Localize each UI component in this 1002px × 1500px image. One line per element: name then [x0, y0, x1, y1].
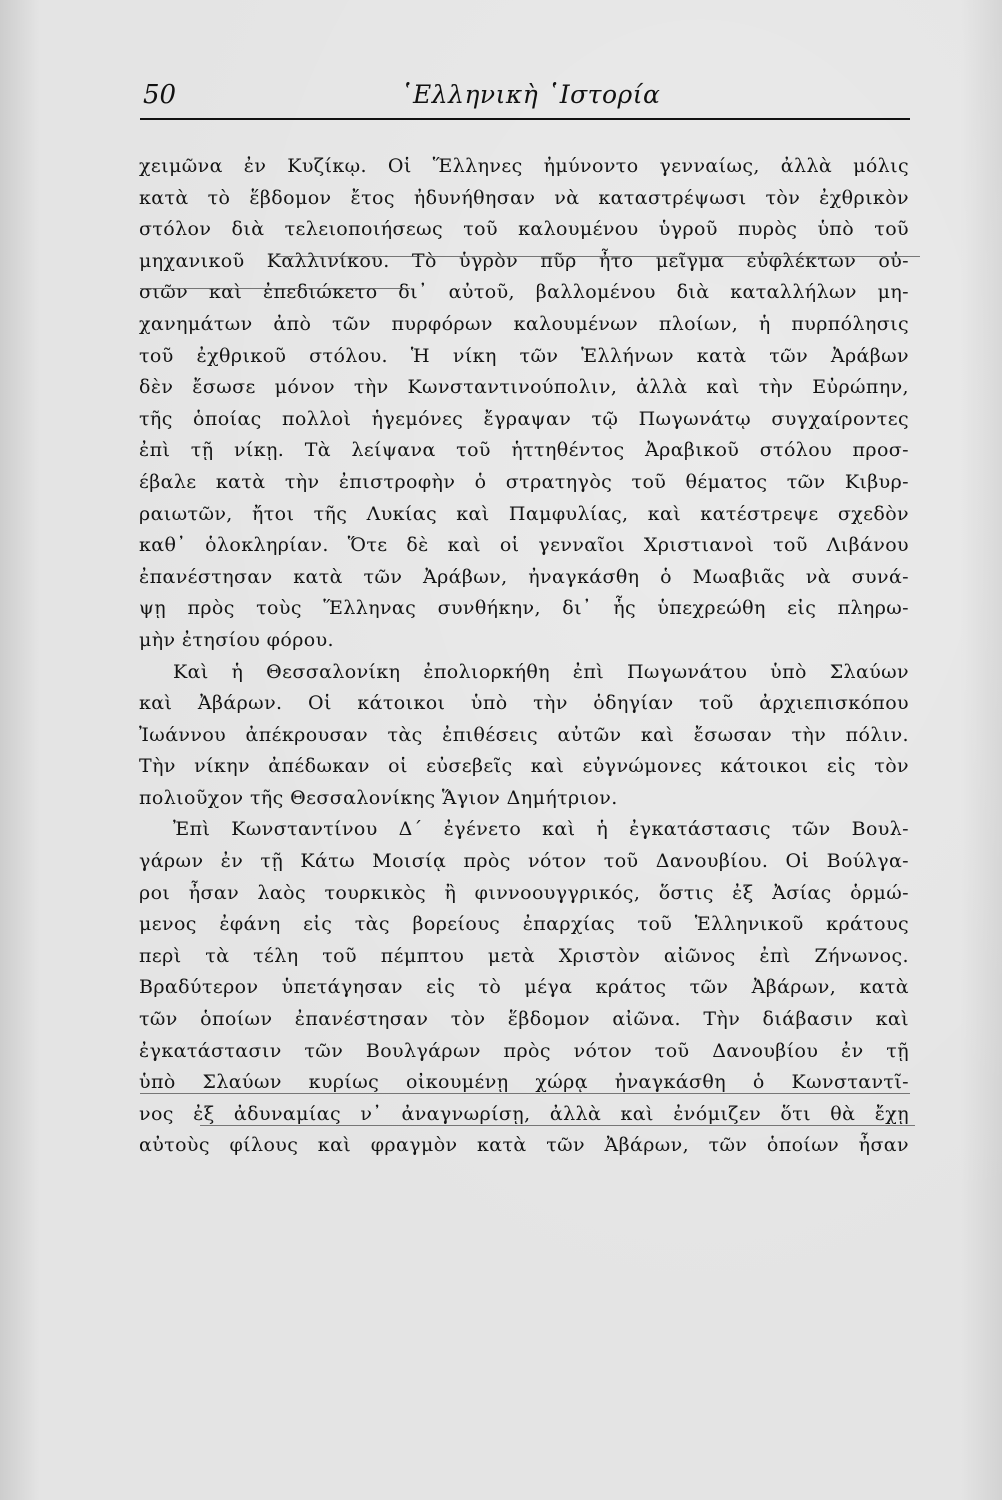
- text-line: στόλον διὰ τελειοποιήσεως τοῦ καλουμένου ὑγροῦ πυρὸς ὑπὸ τοῦ: [139, 218, 909, 241]
- text-line: Ἐπὶ Κωνσταντίνου Δ΄ ἐγένετο καὶ ἡ ἐγκατάστασις τῶν Βουλ-: [173, 818, 909, 841]
- text-line: μὴν ἐτησίου φόρου.: [139, 628, 335, 651]
- page-header: [140, 78, 910, 120]
- text-line: Ἰωάννου ἀπέκρουσαν τὰς ἐπιθέσεις αὐτῶν καὶ ἔσωσαν τὴν πόλιν.: [139, 723, 909, 746]
- text-line: Τὴν νίκην ἀπέδωκαν οἱ εὐσεβεῖς καὶ εὐγνώμονες κάτοικοι εἰς τὸν: [139, 755, 909, 778]
- text-line: χανημάτων ἀπὸ τῶν πυρφόρων καλουμένων πλοίων, ἡ πυρπόλησις: [139, 312, 909, 335]
- body-text: [139, 151, 909, 1162]
- text-line: τῆς ὁποίας πολλοὶ ἡγεμόνες ἔγραψαν τῷ Πωγωνάτῳ συγχαίροντες: [139, 407, 909, 430]
- text-line: Βραδύτερον ὑπετάγησαν εἰς τὸ μέγα κράτος τῶν Ἀβάρων, κατὰ: [139, 976, 909, 999]
- page-number: 50: [143, 80, 177, 110]
- text-line: έβαλε κατὰ τὴν ἐπιστροφὴν ὁ στρατηγὸς τοῦ θέματος τῶν Κιβυρ-: [139, 470, 909, 493]
- text-line: νος ἐξ ἀδυναμίας ν᾽ ἀναγνωρίσῃ, ἀλλὰ καὶ ἐνόμιζεν ὅτι θὰ ἔχῃ: [139, 1102, 909, 1125]
- text-line: τοῦ ἐχθρικοῦ στόλου. Ἡ νίκη τῶν Ἑλλήνων κατὰ τῶν Ἀράβων: [139, 344, 909, 367]
- text-line: καθ᾽ ὁλοκληρίαν. Ὅτε δὲ καὶ οἱ γενναῖοι Χριστιανοὶ τοῦ Λιβάνου: [139, 534, 909, 557]
- text-line: πολιοῦχον τῆς Θεσσαλονίκης Ἅγιον Δημήτριον.: [139, 786, 618, 809]
- text-line: περὶ τὰ τέλη τοῦ πέμπτου μετὰ Χριστὸν αἰῶνος ἐπὶ Ζήνωνος.: [139, 944, 909, 967]
- text-line: ψῃ πρὸς τοὺς Ἕλληνας συνθήκην, δι᾽ ἧς ὑπεχρεώθη εἰς πληρω-: [139, 597, 909, 620]
- text-line: κατὰ τὸ ἕβδομον ἔτος ἠδυνήθησαν νὰ καταστρέψωσι τὸν ἐχθρικὸν: [139, 186, 909, 209]
- text-line: ἐπὶ τῇ νίκῃ. Τὰ λείψανα τοῦ ἡττηθέντος Ἀραβικοῦ στόλου προσ-: [139, 439, 909, 462]
- text-line: ἐπανέστησαν κατὰ τῶν Ἀράβων, ἠναγκάσθη ὁ Μωαβιᾶς νὰ συνά-: [139, 565, 909, 588]
- text-line: μενος ἐφάνη εἰς τὰς βορείους ἐπαρχίας τοῦ Ἑλληνικοῦ κράτους: [139, 913, 909, 936]
- text-line: γάρων ἐν τῇ Κάτω Μοισίᾳ πρὸς νότον τοῦ Δανουβίου. Οἱ Βούλγα-: [139, 850, 909, 873]
- pencil-underline: [140, 288, 410, 289]
- text-line: Καὶ ἡ Θεσσαλονίκη ἐπολιορκήθη ἐπὶ Πωγωνάτου ὑπὸ Σλαύων: [173, 660, 909, 683]
- text-line: σιῶν καὶ ἐπεδιώκετο δι᾽ αὐτοῦ, βαλλομένου διὰ καταλλήλων μη-: [139, 281, 909, 304]
- text-line: ραιωτῶν, ἤτοι τῆς Λυκίας καὶ Παμφυλίας, καὶ κατέστρεψε σχεδὸν: [139, 502, 909, 525]
- text-line: ροι ἦσαν λαὸς τουρκικὸς ἢ φιννοουγγρικός, ὅστις ἐξ Ἀσίας ὁρμώ-: [139, 881, 909, 904]
- text-line: ἐγκατάστασιν τῶν Βουλγάρων πρὸς νότον τοῦ Δανουβίου ἐν τῇ: [139, 1039, 909, 1062]
- text-line: δὲν ἔσωσε μόνον τὴν Κωνσταντινούπολιν, ἀλλὰ καὶ τὴν Εὐρώπην,: [139, 376, 909, 399]
- pencil-underline: [275, 256, 920, 257]
- running-title: ῾Ελληνικὴ ῾Ιστορία: [400, 80, 661, 109]
- text-line: αὐτοὺς φίλους καὶ φραγμὸν κατὰ τῶν Ἀβάρων, τῶν ὁποίων ἦσαν: [139, 1134, 909, 1157]
- text-line: καὶ Ἀβάρων. Οἱ κάτοικοι ὑπὸ τὴν ὁδηγίαν τοῦ ἀρχιεπισκόπου: [139, 692, 909, 715]
- text-line: μηχανικοῦ Καλλινίκου. Τὸ ὑγρὸν πῦρ ἦτο μεῖγμα εὐφλέκτων οὐ-: [139, 249, 909, 272]
- text-line: χειμῶνα ἐν Κυζίκῳ. Οἱ Ἕλληνες ἠμύνοντο γενναίως, ἀλλὰ μόλις: [139, 155, 909, 177]
- text-line: τῶν ὁποίων ἐπανέστησαν τὸν ἕβδομον αἰῶνα. Τὴν διάβασιν καὶ: [139, 1008, 909, 1031]
- pencil-underline: [200, 1125, 915, 1126]
- pencil-underline: [140, 1093, 910, 1094]
- text-line: ὑπὸ Σλαύων κυρίως οἰκουμένῃ χώρᾳ ἠναγκάσθη ὁ Κωνσταντῖ-: [139, 1071, 909, 1094]
